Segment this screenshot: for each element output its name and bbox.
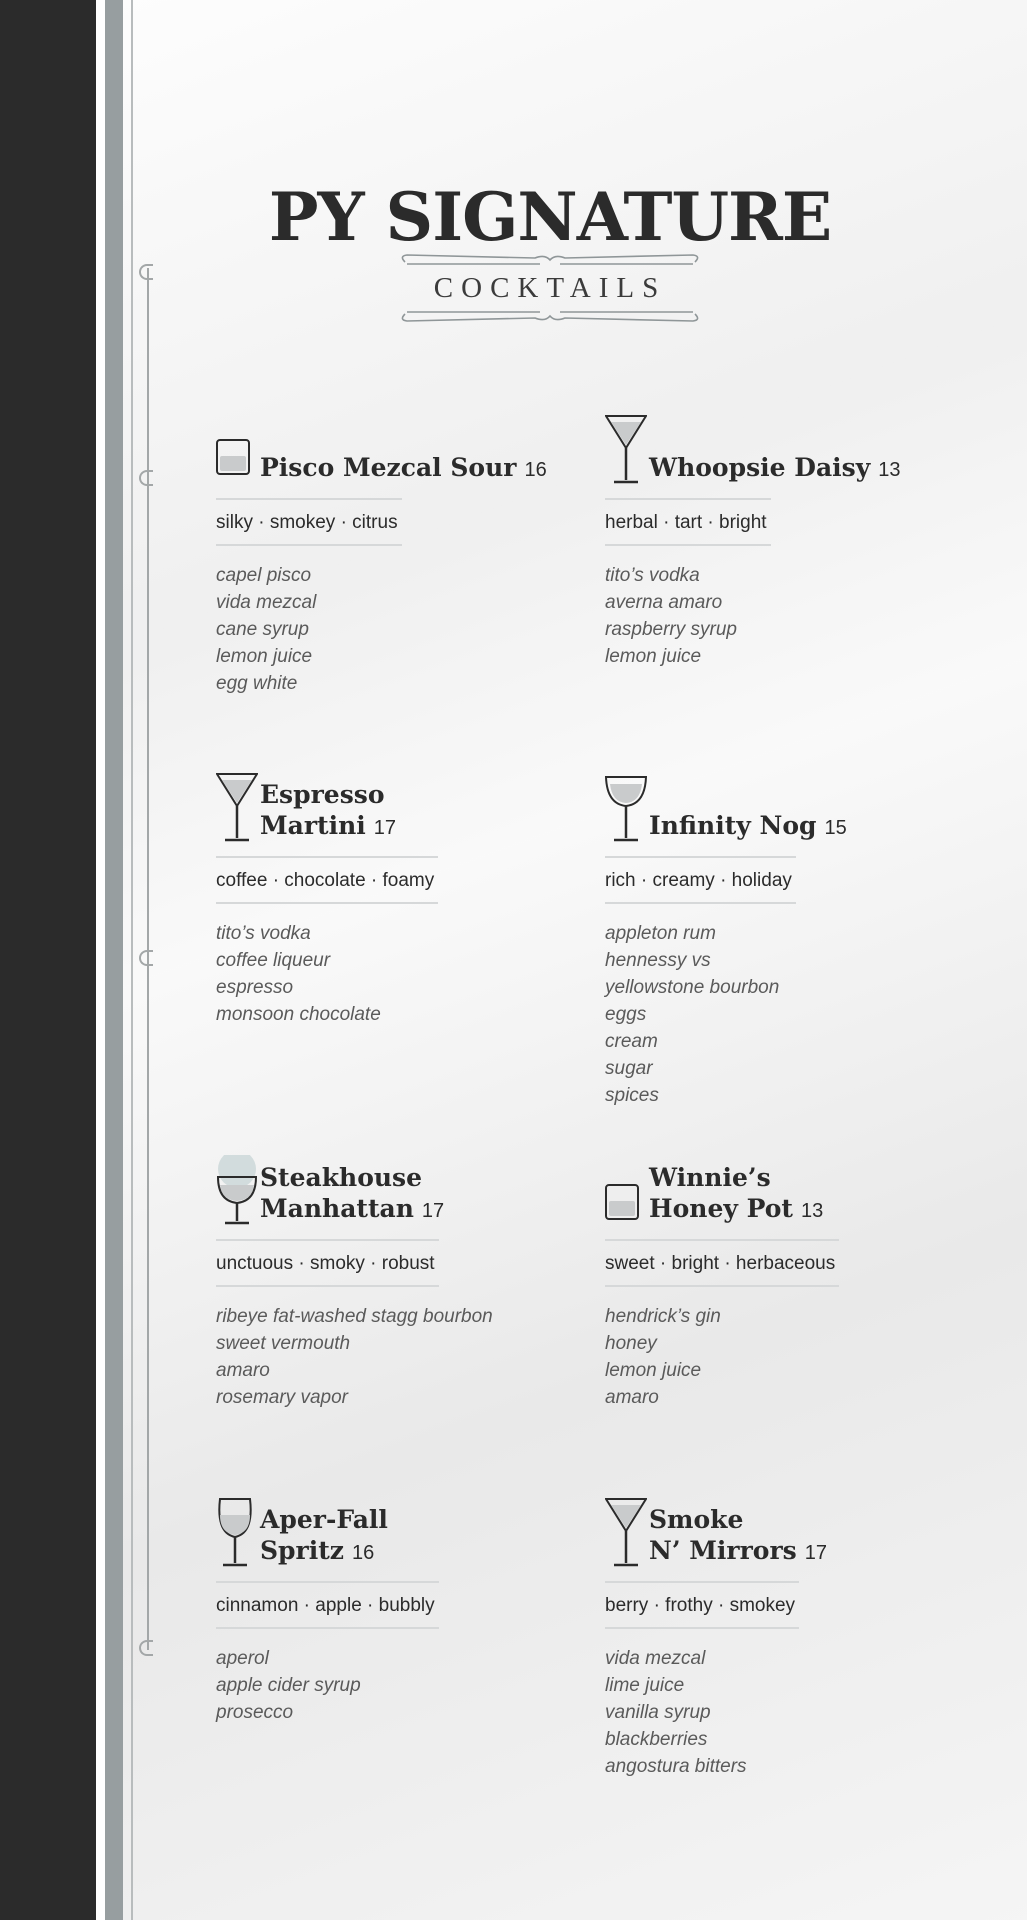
ingredient-list bbox=[605, 1645, 935, 1780]
ingredient-list bbox=[216, 1645, 546, 1726]
ingredient: vida mezcal bbox=[216, 592, 317, 613]
ingredient: hennessy vs bbox=[605, 950, 711, 971]
ingredient-list bbox=[216, 1303, 546, 1411]
cocktail-name: Infinity Nog 15 bbox=[649, 811, 847, 840]
left-border-line bbox=[131, 0, 133, 1920]
left-border-gap bbox=[96, 0, 105, 1920]
ingredient: sweet vermouth bbox=[216, 1333, 351, 1354]
ornament-hook bbox=[139, 950, 153, 966]
ingredient: lemon juice bbox=[605, 1360, 702, 1381]
ingredient: prosecco bbox=[216, 1702, 294, 1723]
smoke-wine-glass-icon bbox=[216, 1155, 258, 1227]
ingredient: egg white bbox=[216, 673, 298, 694]
cocktail-name: Pisco Mezcal Sour 16 bbox=[260, 453, 547, 482]
cocktail-item bbox=[605, 416, 935, 670]
cocktail-item bbox=[605, 774, 935, 1109]
cocktail-tags: berry · frothy · smokey bbox=[605, 1581, 799, 1629]
cocktail-name: Aper-Fall Spritz 16 bbox=[260, 1505, 388, 1565]
ingredient: coffee liqueur bbox=[216, 950, 331, 971]
ingredient-list bbox=[216, 920, 546, 1028]
martini-glass-icon bbox=[216, 772, 258, 844]
ingredient: tito’s vodka bbox=[216, 923, 311, 944]
wine-glass-icon bbox=[216, 1497, 258, 1569]
cocktail-price: 16 bbox=[351, 1542, 375, 1564]
cocktail-price: 17 bbox=[804, 1542, 827, 1564]
ingredient: blackberries bbox=[605, 1729, 708, 1750]
ingredient: eggs bbox=[605, 1004, 647, 1025]
cocktail-tags: unctuous · smoky · robust bbox=[216, 1239, 439, 1287]
ingredient: vida mezcal bbox=[605, 1648, 706, 1669]
ingredient: lemon juice bbox=[216, 646, 313, 667]
cocktail-tags: silky · smokey · citrus bbox=[216, 498, 402, 546]
cocktail-item bbox=[605, 1499, 935, 1780]
ingredient: averna amaro bbox=[605, 592, 723, 613]
ingredient: lemon juice bbox=[605, 646, 702, 667]
ingredient: espresso bbox=[216, 977, 294, 998]
martini-glass-icon bbox=[605, 414, 647, 486]
ingredient: vanilla syrup bbox=[605, 1702, 711, 1723]
ingredient: cream bbox=[605, 1031, 658, 1052]
menu-title: PY SIGNATURE bbox=[268, 178, 832, 256]
cocktail-price: 16 bbox=[524, 459, 547, 481]
ornament-hook bbox=[139, 470, 153, 486]
ingredient-list bbox=[216, 562, 546, 697]
cocktail-tags: coffee · chocolate · foamy bbox=[216, 856, 438, 904]
ingredient: yellowstone bourbon bbox=[605, 977, 780, 998]
martini-glass-icon bbox=[605, 1497, 647, 1569]
ingredient: appleton rum bbox=[605, 923, 716, 944]
ingredient: aperol bbox=[216, 1648, 269, 1669]
ingredient: tito’s vodka bbox=[605, 565, 700, 586]
left-border-grey bbox=[105, 0, 123, 1920]
cocktail-price: 13 bbox=[878, 459, 901, 481]
cocktail-name: Steakhouse Manhattan 17 bbox=[260, 1163, 445, 1223]
rocks-glass-icon bbox=[216, 414, 258, 486]
cocktail-price: 13 bbox=[800, 1200, 824, 1222]
cocktail-item bbox=[216, 1499, 546, 1726]
ingredient-list bbox=[605, 1303, 935, 1411]
rocks-glass-icon bbox=[605, 1155, 647, 1227]
ingredient: cane syrup bbox=[216, 619, 309, 640]
ornament-line bbox=[147, 1445, 149, 1650]
ingredient: rosemary vapor bbox=[216, 1387, 348, 1408]
ingredient-list bbox=[605, 562, 935, 670]
ornament-hook bbox=[139, 1640, 153, 1656]
subtitle-frame bbox=[395, 252, 705, 324]
left-border-dark bbox=[0, 0, 96, 1920]
cocktail-name: Smoke N’ Mirrors 17 bbox=[649, 1505, 827, 1565]
coupe-glass-icon bbox=[605, 772, 647, 844]
ingredient: spices bbox=[605, 1085, 659, 1106]
cocktail-item bbox=[605, 1157, 935, 1411]
ingredient: raspberry syrup bbox=[605, 619, 737, 640]
cocktail-tags: rich · creamy · holiday bbox=[605, 856, 796, 904]
cocktail-name: Whoopsie Daisy 13 bbox=[649, 453, 901, 482]
menu-subtitle: COCKTAILS bbox=[433, 272, 667, 304]
ingredient: angostura bitters bbox=[605, 1756, 747, 1777]
cocktail-item bbox=[216, 416, 546, 697]
ingredient: ribeye fat-washed stagg bourbon bbox=[216, 1306, 493, 1327]
cocktail-item bbox=[216, 1157, 546, 1411]
ingredient: sugar bbox=[605, 1058, 653, 1079]
ingredient: monsoon chocolate bbox=[216, 1004, 381, 1025]
cocktail-tags: sweet · bright · herbaceous bbox=[605, 1239, 839, 1287]
ingredient: hendrick’s gin bbox=[605, 1306, 721, 1327]
ingredient-list bbox=[605, 920, 935, 1109]
cocktail-tags: cinnamon · apple · bubbly bbox=[216, 1581, 439, 1629]
ingredient: capel pisco bbox=[216, 565, 312, 586]
ingredient: apple cider syrup bbox=[216, 1675, 361, 1696]
ingredient: honey bbox=[605, 1333, 657, 1354]
cocktail-price: 17 bbox=[421, 1200, 445, 1222]
cocktail-price: 15 bbox=[824, 817, 847, 839]
cocktail-tags: herbal · tart · bright bbox=[605, 498, 771, 546]
cocktail-price: 17 bbox=[373, 817, 397, 839]
cocktail-name: Winnie’s Honey Pot 13 bbox=[649, 1163, 824, 1223]
cocktail-item bbox=[216, 774, 546, 1028]
ingredient: amaro bbox=[605, 1387, 659, 1408]
ornament-hook bbox=[139, 264, 153, 280]
ingredient: lime juice bbox=[605, 1675, 685, 1696]
ingredient: amaro bbox=[216, 1360, 270, 1381]
cocktail-name: Espresso Martini 17 bbox=[260, 780, 397, 840]
